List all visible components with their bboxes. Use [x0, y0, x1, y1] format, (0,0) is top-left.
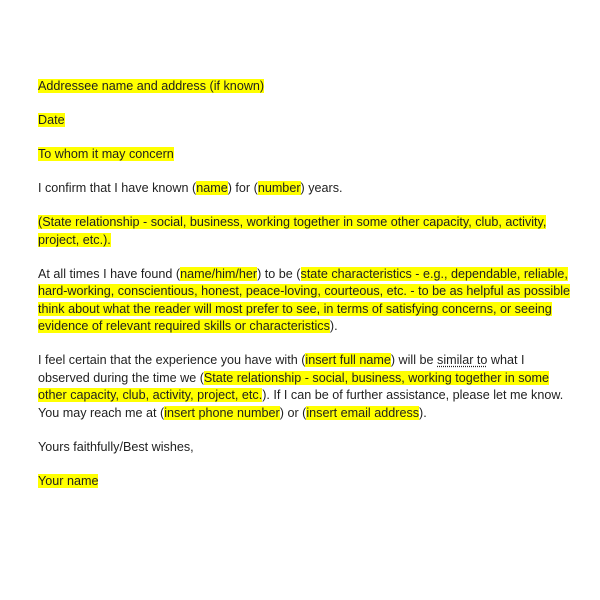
signature-placeholder: Your name [38, 473, 99, 488]
number-placeholder: number [257, 181, 301, 195]
paragraph-characteristics [38, 266, 576, 336]
p4-text-c: what I observed during the time we ( [38, 353, 525, 385]
p1-text-c: ) years. [300, 181, 343, 195]
closing-line [38, 439, 576, 457]
phone-placeholder: insert phone number [164, 405, 280, 420]
pronoun-placeholder: name/him/her [180, 266, 258, 281]
paragraph-experience [38, 352, 576, 422]
date-line [38, 112, 576, 130]
relationship-placeholder-2: State relationship - social, business, working together in some other capacity, club, activity, project, etc. [38, 370, 550, 402]
p3-text-a: At all times I have found ( [38, 266, 181, 281]
salutation-text: To whom it may concern [38, 147, 174, 161]
p1-text-b: ) for ( [227, 181, 258, 195]
addressee-placeholder: Addressee name and address (if known) [38, 79, 265, 93]
p4-text-a: I feel certain that the experience you have with ( [38, 353, 306, 367]
full-name-placeholder: insert full name [305, 353, 391, 367]
grammar-flag-similar-to: similar to [437, 353, 488, 367]
p4-text-b: ) will be [390, 353, 438, 367]
email-placeholder: insert email address [306, 405, 420, 420]
addressee-line [38, 78, 576, 96]
p3-text-b: ) to be ( [257, 266, 301, 281]
paragraph-relationship [38, 214, 576, 249]
salutation-line [38, 146, 576, 164]
characteristics-placeholder: state characteristics - e.g., dependable, reliable, hard-working, conscientious, honest, peace-loving, courteous, etc. - to be as helpful as possible think about what the reader will most prefer to see, in terms of satisfying concerns, or seeing evidence of relevant required skills or characteristics [38, 266, 571, 333]
signature-line [38, 473, 576, 491]
paragraph-known-duration [38, 180, 576, 198]
p4-text-f: ). [419, 405, 427, 420]
p4-text-e: ) or ( [279, 405, 307, 420]
p1-text-a: I confirm that I have known ( [38, 181, 197, 195]
name-placeholder: name [196, 181, 228, 195]
p3-text-c: ). [329, 319, 338, 333]
relationship-placeholder: (State relationship - social, business, working together in some other capacity, club, activity, project, etc.). [38, 215, 547, 247]
closing-text: Yours faithfully/Best wishes, [38, 439, 194, 454]
p4-text-d: ). If I can be of further assistance, please let me know. You may reach me at ( [38, 388, 564, 420]
date-placeholder: Date [38, 113, 65, 127]
